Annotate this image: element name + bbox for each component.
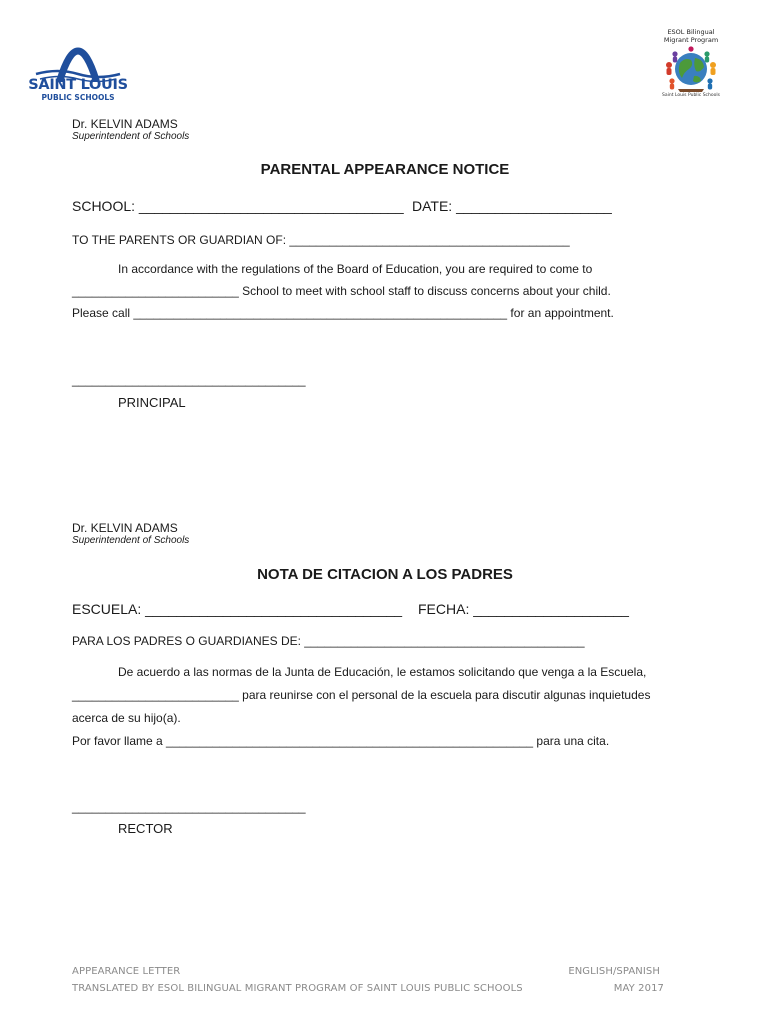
district-logo-line2: PUBLIC SCHOOLS	[41, 93, 115, 102]
gateway-arch-icon	[28, 30, 128, 82]
spanish-school-field[interactable]: ESCUELA: _________________________________	[72, 601, 403, 617]
footer-right-line-1: ENGLISH/SPANISH	[568, 966, 660, 977]
english-parents-field[interactable]: TO THE PARENTS OR GUARDIAN OF: __________________________________________	[72, 233, 570, 247]
spanish-signature-label: RECTOR	[118, 821, 173, 836]
footer-left-line-1: APPEARANCE LETTER	[72, 966, 181, 977]
program-logo	[658, 28, 724, 102]
footer-left-line-2: TRANSLATED BY ESOL BILINGUAL MIGRANT PROGRAM OF SAINT LOUIS PUBLIC SCHOOLS	[72, 983, 523, 994]
english-date-field[interactable]: DATE: ____________________	[412, 198, 612, 214]
english-superintendent-name: Dr. KELVIN ADAMS	[72, 117, 178, 131]
spanish-date-field[interactable]: FECHA: ____________________	[418, 601, 629, 617]
spanish-paragraph-line-2: _________________________ para reunirse con el personal de la escuela para discutir algunas inquietudes	[72, 688, 651, 702]
english-signature-label: PRINCIPAL	[118, 395, 186, 410]
program-logo-line2: Migrant Program	[663, 36, 719, 44]
spanish-notice-title: NOTA DE CITACION A LOS PADRES	[257, 566, 513, 583]
english-superintendent-title: Superintendent of Schools	[72, 131, 190, 142]
spanish-paragraph-line-3: acerca de su hijo(a).	[72, 711, 181, 725]
program-logo-line1: ESOL Bilingual	[667, 28, 715, 36]
english-paragraph-line-1: In accordance with the regulations of the Board of Education, you are required to come to	[118, 262, 593, 276]
globe-with-people-icon	[658, 45, 724, 93]
spanish-paragraph-line-1: De acuerdo a las normas de la Junta de Educación, le estamos solicitando que venga a la Escuela,	[118, 665, 647, 679]
english-paragraph-line-2: _________________________ School to meet with school staff to discuss concerns about your child.	[72, 284, 611, 298]
district-logo	[28, 30, 128, 105]
english-notice-title: PARENTAL APPEARANCE NOTICE	[260, 161, 510, 178]
footer-right-line-2: MAY 2017	[613, 983, 664, 994]
spanish-signature-line[interactable]: ___________________________________	[72, 800, 306, 814]
spanish-superintendent-title: Superintendent of Schools	[72, 535, 190, 546]
english-paragraph-line-3: Please call ________________________________________________________ for an appointment.	[72, 306, 614, 320]
spanish-superintendent-name: Dr. KELVIN ADAMS	[72, 521, 178, 535]
english-signature-line[interactable]: ___________________________________	[72, 373, 306, 387]
program-logo-line3: Saint Louis Public Schools	[661, 93, 720, 98]
district-logo-line1: SAINT LOUIS	[28, 77, 128, 93]
spanish-parents-field[interactable]: PARA LOS PADRES O GUARDIANES DE: __________________________________________	[72, 634, 585, 648]
english-school-field[interactable]: SCHOOL: __________________________________	[72, 198, 404, 214]
spanish-paragraph-line-4: Por favor llame a _______________________________________________________ para una cita.	[72, 734, 610, 748]
